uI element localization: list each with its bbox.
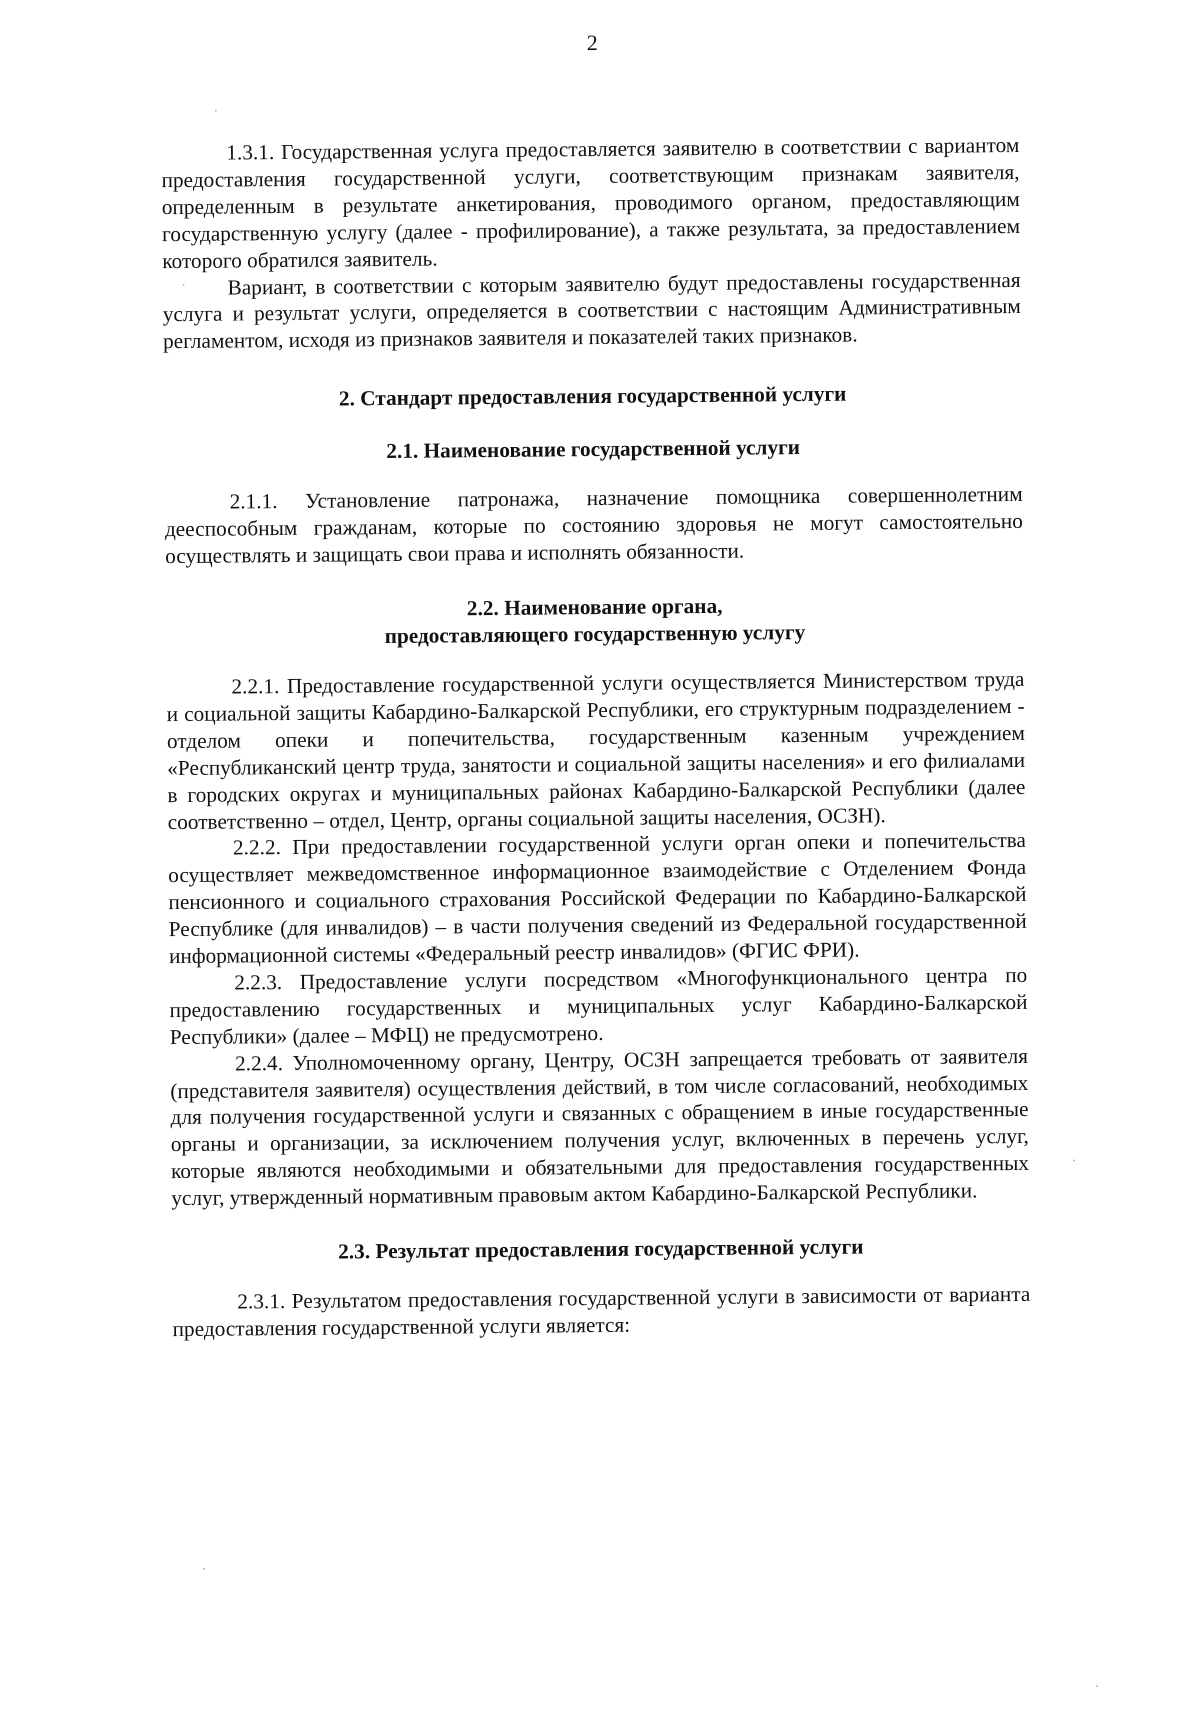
page-number: 2 [586,29,598,56]
section-2-2-heading-line2: предоставляющего государственную услугу [384,619,806,649]
section-2-heading: 2. Стандарт предоставления государственной услуги [338,381,847,411]
paragraph-variant: Вариант, в соответствии с которым заявителю будут предоставлены государственная услуга и результат услуги, определяется в соответствии с настоящим Административным регламентом, исходя из признаков заявителя и показателей таких признаков. [162,267,1021,354]
paragraph-2-1-1: 2.1.1. Установление патронажа, назначение помощника совершеннолетним дееспособным гражданам, которые по состоянию здоровья не могут самостоятельно осуществлять и защищать свои права и исполнять обязанности. [164,482,1023,569]
paragraph-2-3-1: 2.3.1. Результатом предоставления государственной услуги в зависимости от варианта предоставления государственной услуги является: [172,1281,1031,1342]
scan-speck [203,1568,205,1570]
section-2-2-heading-line1: 2.2. Наименование органа, [466,593,723,621]
scan-speck [215,110,217,112]
section-2-2-heading [166,590,1024,652]
paragraph-2-2-1: 2.2.1. Предоставление государственной услуги осуществляется Министерством труда и социальной защиты Кабардино-Балкарской Республики, его структурным подразделением - отделом опеки и попечительства, государственным казенным учреждением «Республиканский центр труда, занятости и социальной защиты населения» и его филиалами в городских округах и муниципальных районах Кабардино-Балкарской Республики (далее соответственно – отдел, Центр, органы социальной защиты населения, ОСЗН). [166,666,1026,834]
scan-speck [1073,1159,1075,1161]
section-2-1-heading: 2.1. Наименование государственной услуги [386,435,801,464]
paragraph-2-2-3: 2.2.3. Предоставление услуги посредством «Многофункционального центра по предоставлению государственных и муниципальных услуг Кабардино-Балкарской Республики» (далее – МФЦ) не предусмотрено. [169,962,1028,1049]
section-2-3-heading: 2.3. Результат предоставления государственной услуги [338,1234,864,1264]
scan-speck [183,284,185,286]
document-body [161,132,1031,1343]
paragraph-2-2-4: 2.2.4. Уполномоченному органу, Центру, ОСЗН запрещается требовать от заявителя (представителя заявителя) осуществления действий, в том числе согласований, необходимых для получения государственной услуги и связанных с обращением в иные государственные органы и организации, за исключением получения услуг, включенных в перечень услуг, которые являются необходимыми и обязательными для предоставления государственных услуг, утвержденный нормативным правовым актом Кабардино-Балкарской Республики. [170,1043,1030,1211]
paragraph-1-3-1: 1.3.1. Государственная услуга предоставляется заявителю в соответствии с вариантом предоставления государственной услуги, соответствующим признакам заявителя, определенным в результате анкетирования, проводимого органом, предоставляющим государственную услугу (далее - профилирование), а также результата, за предоставлением которого обратился заявитель. [161,132,1021,273]
scan-speck [1096,1685,1098,1687]
paragraph-2-2-2: 2.2.2. При предоставлении государственной услуги орган опеки и попечительства осуществляет межведомственное информационное взаимодействие с Отделением Фонда пенсионного и социального страхования Российской Федерации по Кабардино-Балкарской Республике (для инвалидов) – в части получения сведений из Федеральной государственной информационной системы «Федеральный реестр инвалидов» (ФГИС ФРИ). [168,828,1027,969]
